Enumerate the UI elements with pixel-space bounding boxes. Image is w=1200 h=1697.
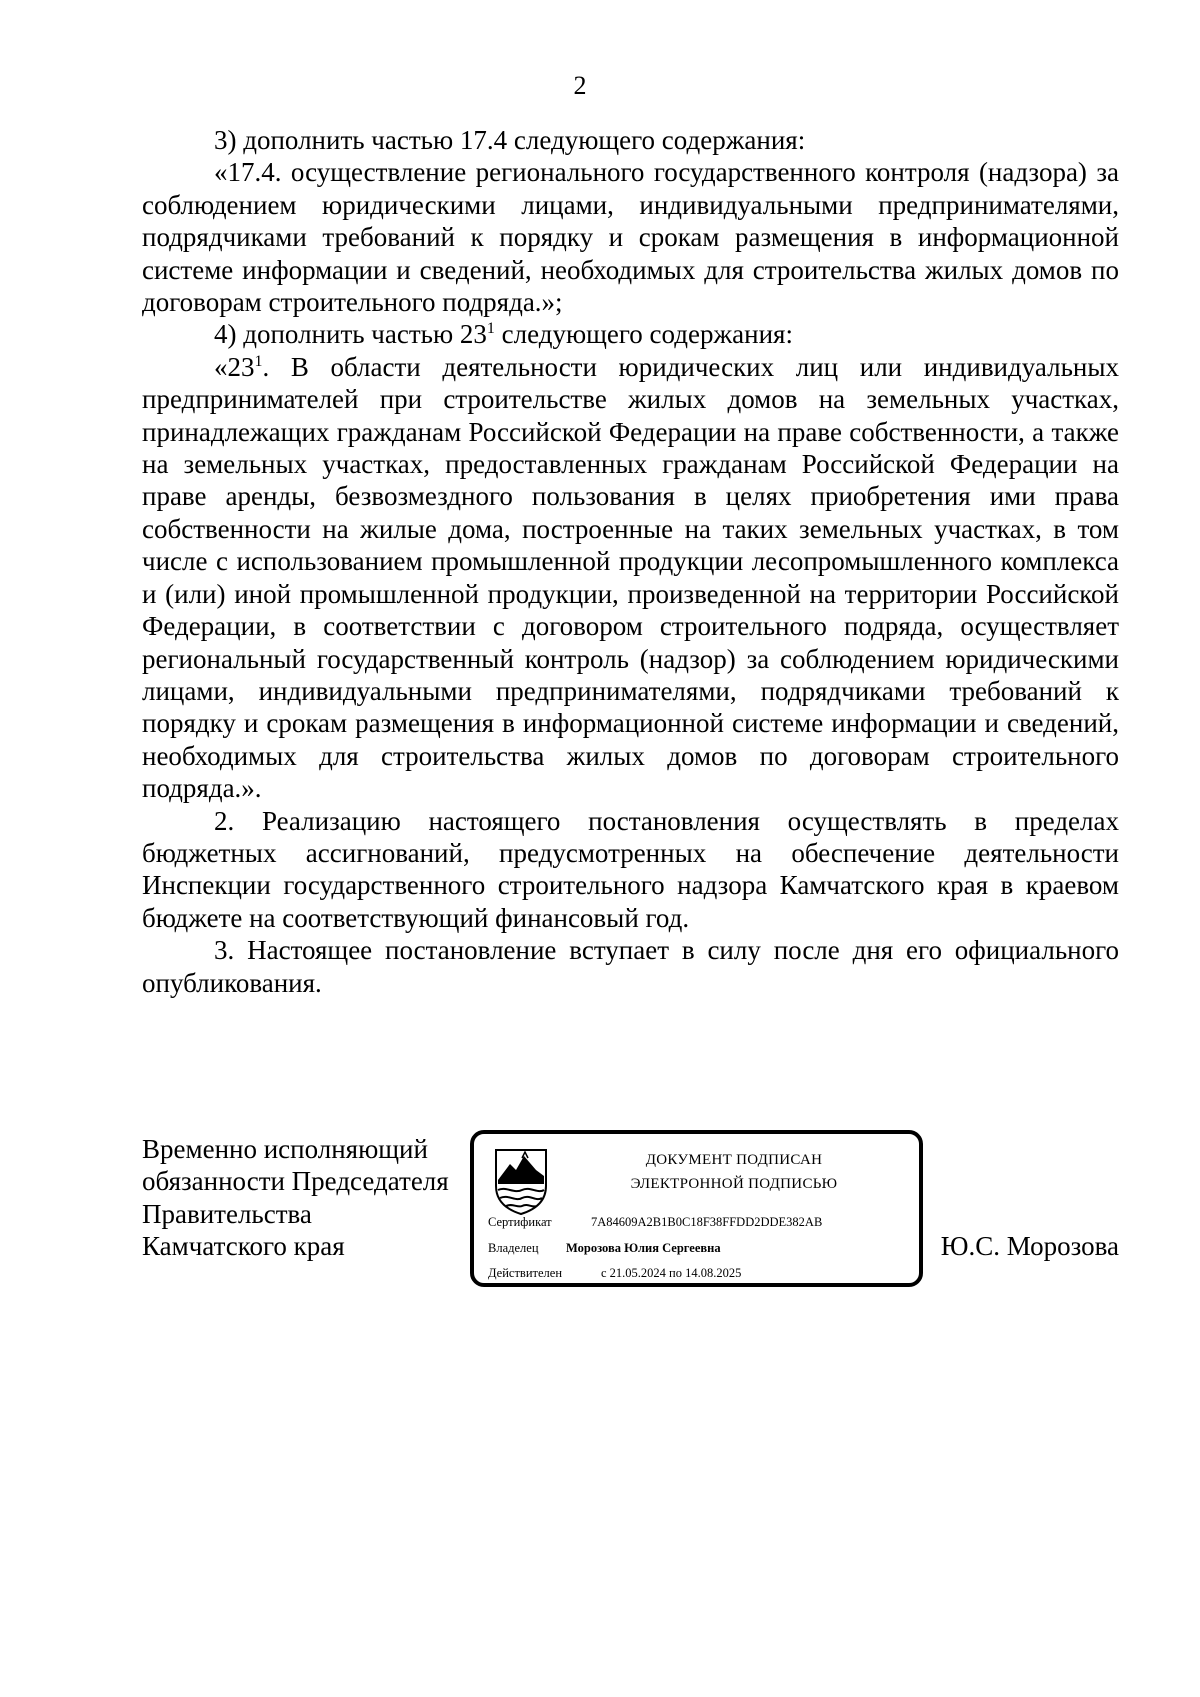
owner-value: Морозова Юлия Сергеевна — [566, 1241, 721, 1255]
signature-heading-line: ЭЛЕКТРОННОЙ ПОДПИСЬЮ — [630, 1176, 838, 1192]
signer-title-line: Камчатского края — [142, 1231, 345, 1262]
signer-title-line: Временно исполняющий — [142, 1134, 428, 1164]
paragraph-item-3: 3) дополнить частью 17.4 следующего содержания: — [214, 125, 806, 155]
paragraph-item-4-text-end: следующего содержания: — [494, 319, 793, 350]
certificate-label: Сертификат — [488, 1215, 552, 1229]
signer-title — [142, 1133, 482, 1263]
owner-label: Владелец — [488, 1241, 539, 1255]
page-number: 2 — [573, 71, 587, 100]
validity-label: Действителен — [488, 1266, 563, 1280]
paragraph-item-4 — [142, 318, 1119, 350]
signature-certificate-row — [488, 1214, 822, 1230]
superscript: 1 — [254, 352, 263, 370]
document-body — [142, 124, 1119, 999]
signature-heading — [569, 1148, 899, 1196]
signature-validity-row — [488, 1265, 741, 1281]
electronic-signature-stamp — [470, 1130, 923, 1287]
validity-value: с 21.05.2024 по 14.08.2025 — [601, 1266, 742, 1280]
paragraph-clause-23-1-text: . В области деятельности юридических лиц или индивидуальных предпринимателей при строительстве жилых домов на земельных участках, принадлежащих гражданам Российской Федерации на праве собственности, а также на земельных участках, предоставленных гражданам Российской Федерации на праве аренды, безвозмездного пользования в целях приобретения ими права собственности на жилые дома, построенные на таких земельных участках, в том числе с использованием промышленной продукции лесопромышленного комплекса и (или) иной промышленной продукции, произведенной на территории Российской Федерации, в соответствии с договором строительного подряда, осуществляет региональный государственный контроль (надзор) за соблюдением юридическими лицами, индивидуальными предпринимателями, подрядчиками требований к порядку и срокам размещения в информационной системе информации и сведений, необходимых для строительства жилых домов по договорам строительного подряда.». — [142, 351, 1119, 804]
signature-owner-row — [488, 1240, 721, 1256]
paragraph-clause-23-1-start: «23 — [214, 351, 255, 382]
kamchatka-emblem-icon — [492, 1146, 550, 1216]
superscript: 1 — [486, 320, 495, 338]
paragraph-section-3: 3. Настоящее постановление вступает в силу после дня его официального опубликования. — [142, 935, 1119, 998]
certificate-value: 7A84609A2B1B0C18F38FFDD2DDE382AB — [591, 1215, 823, 1229]
paragraph-clause-17-4: «17.4. осуществление регионального государственного контроля (надзора) за соблюдением юридическими лицами, индивидуальными предпринимателями, подрядчиками требований к порядку и срокам размещения в информационной системе информации и сведений, необходимых для строительства жилых домов по договорам строительного подряда.»; — [142, 157, 1119, 318]
paragraph-item-4-text: 4) дополнить частью 23 — [214, 319, 487, 350]
signature-heading-line: ДОКУМЕНТ ПОДПИСАН — [645, 1152, 823, 1168]
signer-title-line: Правительства — [142, 1198, 312, 1229]
paragraph-section-2: 2. Реализацию настоящего постановления осуществлять в пределах бюджетных ассигнований, предусмотренных на обеспечение деятельности Инспекции государственного строительного надзора Камчатского края в краевом бюджете на соответствующий финансовый год. — [142, 805, 1119, 933]
signer-title-line: обязанности Председателя — [142, 1166, 449, 1197]
signer-name: Ю.С. Морозова — [940, 1231, 1119, 1261]
paragraph-clause-23-1 — [142, 351, 1119, 805]
